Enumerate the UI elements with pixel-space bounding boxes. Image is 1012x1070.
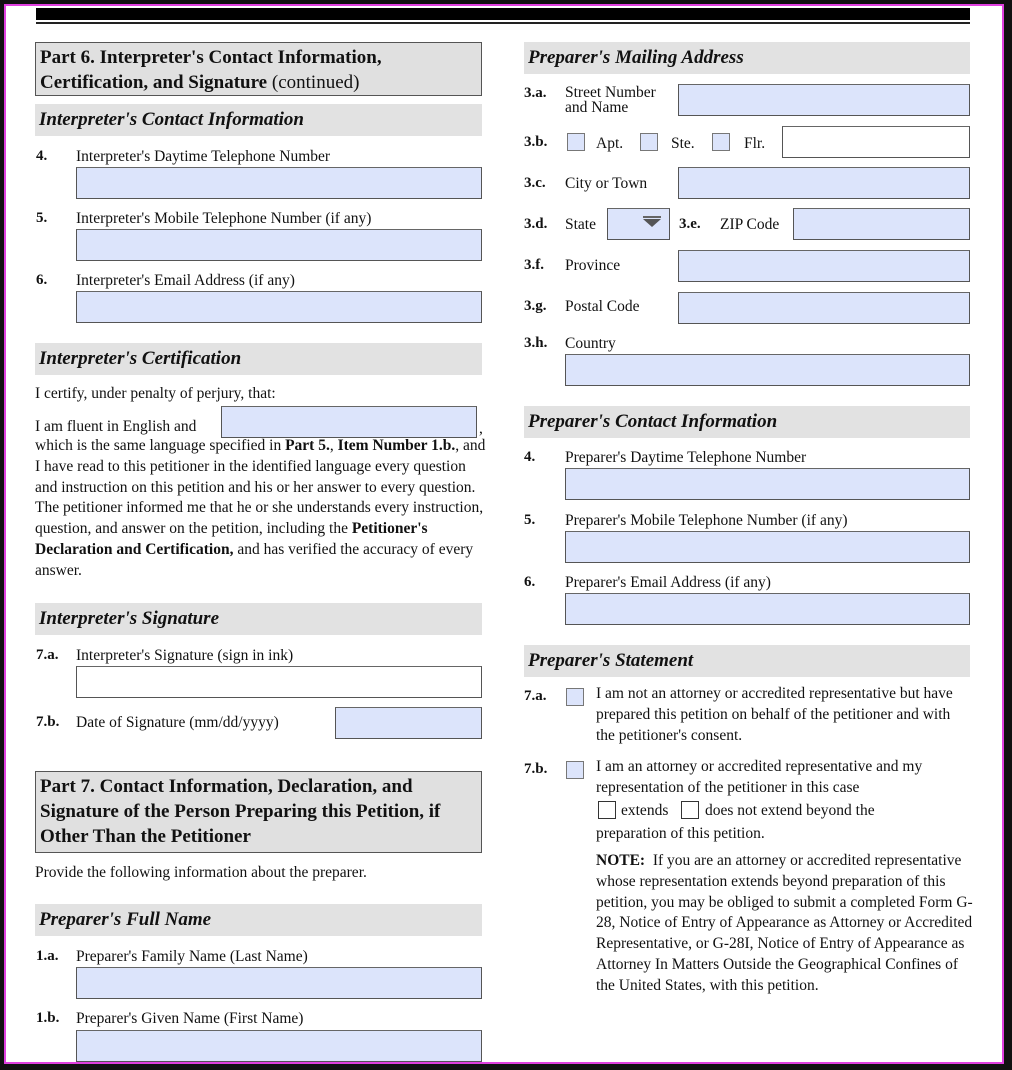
interpreter-signature-heading: Interpreter's Signature [35,603,482,635]
interpreter-daytime-phone-label: Interpreter's Daytime Telephone Number [76,148,331,165]
extends-label: extends [621,802,669,819]
cert-text-part: and has verified the accuracy of every answer. [35,540,474,579]
attorney-statement-end: preparation of this petition. [596,825,765,842]
extends-checkbox[interactable] [598,801,616,819]
ste-label: Ste. [671,135,695,152]
preparer-family-name-label: Preparer's Family Name (Last Name) [76,948,308,965]
preparer-note [596,851,977,997]
preparer-family-name-input[interactable] [76,967,482,999]
part6-heading [35,42,482,96]
province-input[interactable] [678,250,970,282]
item-number: 6. [36,272,48,288]
interpreter-mobile-phone-label: Interpreter's Mobile Telephone Number (if any) [76,210,372,227]
item-number: 7.a. [524,688,547,704]
postal-code-input[interactable] [678,292,970,324]
part6-continued: (continued) [267,72,360,93]
preparer-contact-heading: Preparer's Contact Information [524,406,970,438]
preparer-email-label: Preparer's Email Address (if any) [565,574,771,591]
preparer-mailing-address-heading: Preparer's Mailing Address [524,42,970,74]
cert-text-bold: Part 5. [285,437,330,454]
certification-fluent-text: I am fluent in English and [35,418,197,435]
not-attorney-statement: I am not an attorney or accredited representative but have prepared this petition on behalf of the petitioner and with the petitioner's consent. [596,685,953,744]
item-number: 3.b. [524,134,548,150]
preparer-given-name-input[interactable] [76,1030,482,1062]
item-number: 5. [524,512,536,528]
street-input[interactable] [678,84,970,116]
city-label: City or Town [565,175,648,192]
form-page [4,4,1004,1064]
country-label: Country [565,335,616,352]
preparer-daytime-phone-input[interactable] [565,468,970,500]
item-number: 3.c. [524,175,546,191]
street-label: Street Number and Name [565,84,656,116]
item-number: 3.e. [679,216,701,232]
province-label: Province [565,257,621,274]
note-label: NOTE: [596,852,646,869]
preparer-mobile-phone-label: Preparer's Mobile Telephone Number (if any) [565,512,848,529]
interpreter-signature-box[interactable] [76,666,482,698]
cert-text-bold: Petitioner's Declaration and Certification, [35,520,428,558]
zip-label: ZIP Code [720,216,780,233]
interpreter-mobile-phone-input[interactable] [76,229,482,261]
header-bar [36,8,970,20]
postal-code-label: Postal Code [565,298,640,315]
item-number: 3.f. [524,257,544,273]
note-text: If you are an attorney or accredited representative whose representation extends beyond preparation of this petition, you may be obliged to submit a completed Form G-28, Notice of Entry of Appearance as Attorney or Accredited Representative, or G-28I, Notice of Entry of Appearance as Attorney In Matters Outside the Geographical Confines of the United States, with this petition. [596,852,977,994]
country-input[interactable] [565,354,970,386]
preparer-email-input[interactable] [565,593,970,625]
comma: , [479,420,483,437]
part6-title: Part 6. Interpreter's Contact Information, Certification, and Signature [40,47,382,93]
item-number: 3.d. [524,216,548,232]
interpreter-language-input[interactable] [221,406,477,438]
certification-statement [35,436,487,582]
state-dropdown[interactable] [607,208,670,240]
part7-intro: Provide the following information about the preparer. [35,864,367,881]
does-not-extend-checkbox[interactable] [681,801,699,819]
interpreter-email-label: Interpreter's Email Address (if any) [76,272,295,289]
interpreter-signature-label: Interpreter's Signature (sign in ink) [76,647,294,664]
item-number: 7.b. [524,761,548,777]
certification-intro: I certify, under penalty of perjury, that: [35,385,276,402]
ste-checkbox[interactable] [640,133,658,151]
item-number: 3.g. [524,298,547,314]
header-rule [36,22,970,24]
item-number: 3.h. [524,335,548,351]
cert-text-part: which is the same language specified in [35,437,286,454]
item-number: 3.a. [524,85,547,101]
zip-input[interactable] [793,208,970,240]
preparer-statement-heading: Preparer's Statement [524,645,970,677]
item-number: 1.a. [36,948,59,964]
cert-text-part: , [329,437,338,454]
item-number: 4. [524,449,536,465]
preparer-daytime-phone-label: Preparer's Daytime Telephone Number [565,449,807,466]
interpreter-certification-heading: Interpreter's Certification [35,343,482,375]
preparer-mobile-phone-input[interactable] [565,531,970,563]
chevron-down-icon [643,219,661,227]
item-number: 1.b. [36,1010,60,1026]
interpreter-daytime-phone-input[interactable] [76,167,482,199]
item-number: 5. [36,210,48,226]
city-input[interactable] [678,167,970,199]
dropdown-bar-icon [643,216,661,218]
interpreter-email-input[interactable] [76,291,482,323]
cert-text-bold: Item Number 1.b. [337,437,456,454]
attorney-statement: I am an attorney or accredited representative and my representation of the petitioner in this case [596,758,923,796]
apt-label: Apt. [596,135,624,152]
item-number: 7.a. [36,647,59,663]
attorney-checkbox[interactable] [566,761,584,779]
apt-checkbox[interactable] [567,133,585,151]
flr-label: Flr. [744,135,766,152]
not-attorney-checkbox[interactable] [566,688,584,706]
does-not-extend-label: does not extend beyond the [705,802,875,819]
preparer-given-name-label: Preparer's Given Name (First Name) [76,1010,304,1027]
interpreter-signature-date-input[interactable] [335,707,482,739]
interpreter-signature-date-label: Date of Signature (mm/dd/yyyy) [76,714,279,731]
state-label: State [565,216,596,233]
flr-checkbox[interactable] [712,133,730,151]
part7-heading: Part 7. Contact Information, Declaration, and Signature of the Person Preparing this Petition, if Other Than the Petitioner [35,771,482,853]
cert-text-part: , and I have read to this petitioner in the identified language every question and instruction on this petition and his or her answer to every question. The petitioner informed me that he or she understands every instruction, question, and answer on the petition, including the [35,437,486,538]
item-number: 4. [36,148,48,164]
preparer-full-name-heading: Preparer's Full Name [35,904,482,936]
item-number: 7.b. [36,714,60,730]
unit-number-input[interactable] [782,126,970,158]
item-number: 6. [524,574,536,590]
interpreter-contact-heading: Interpreter's Contact Information [35,104,482,136]
